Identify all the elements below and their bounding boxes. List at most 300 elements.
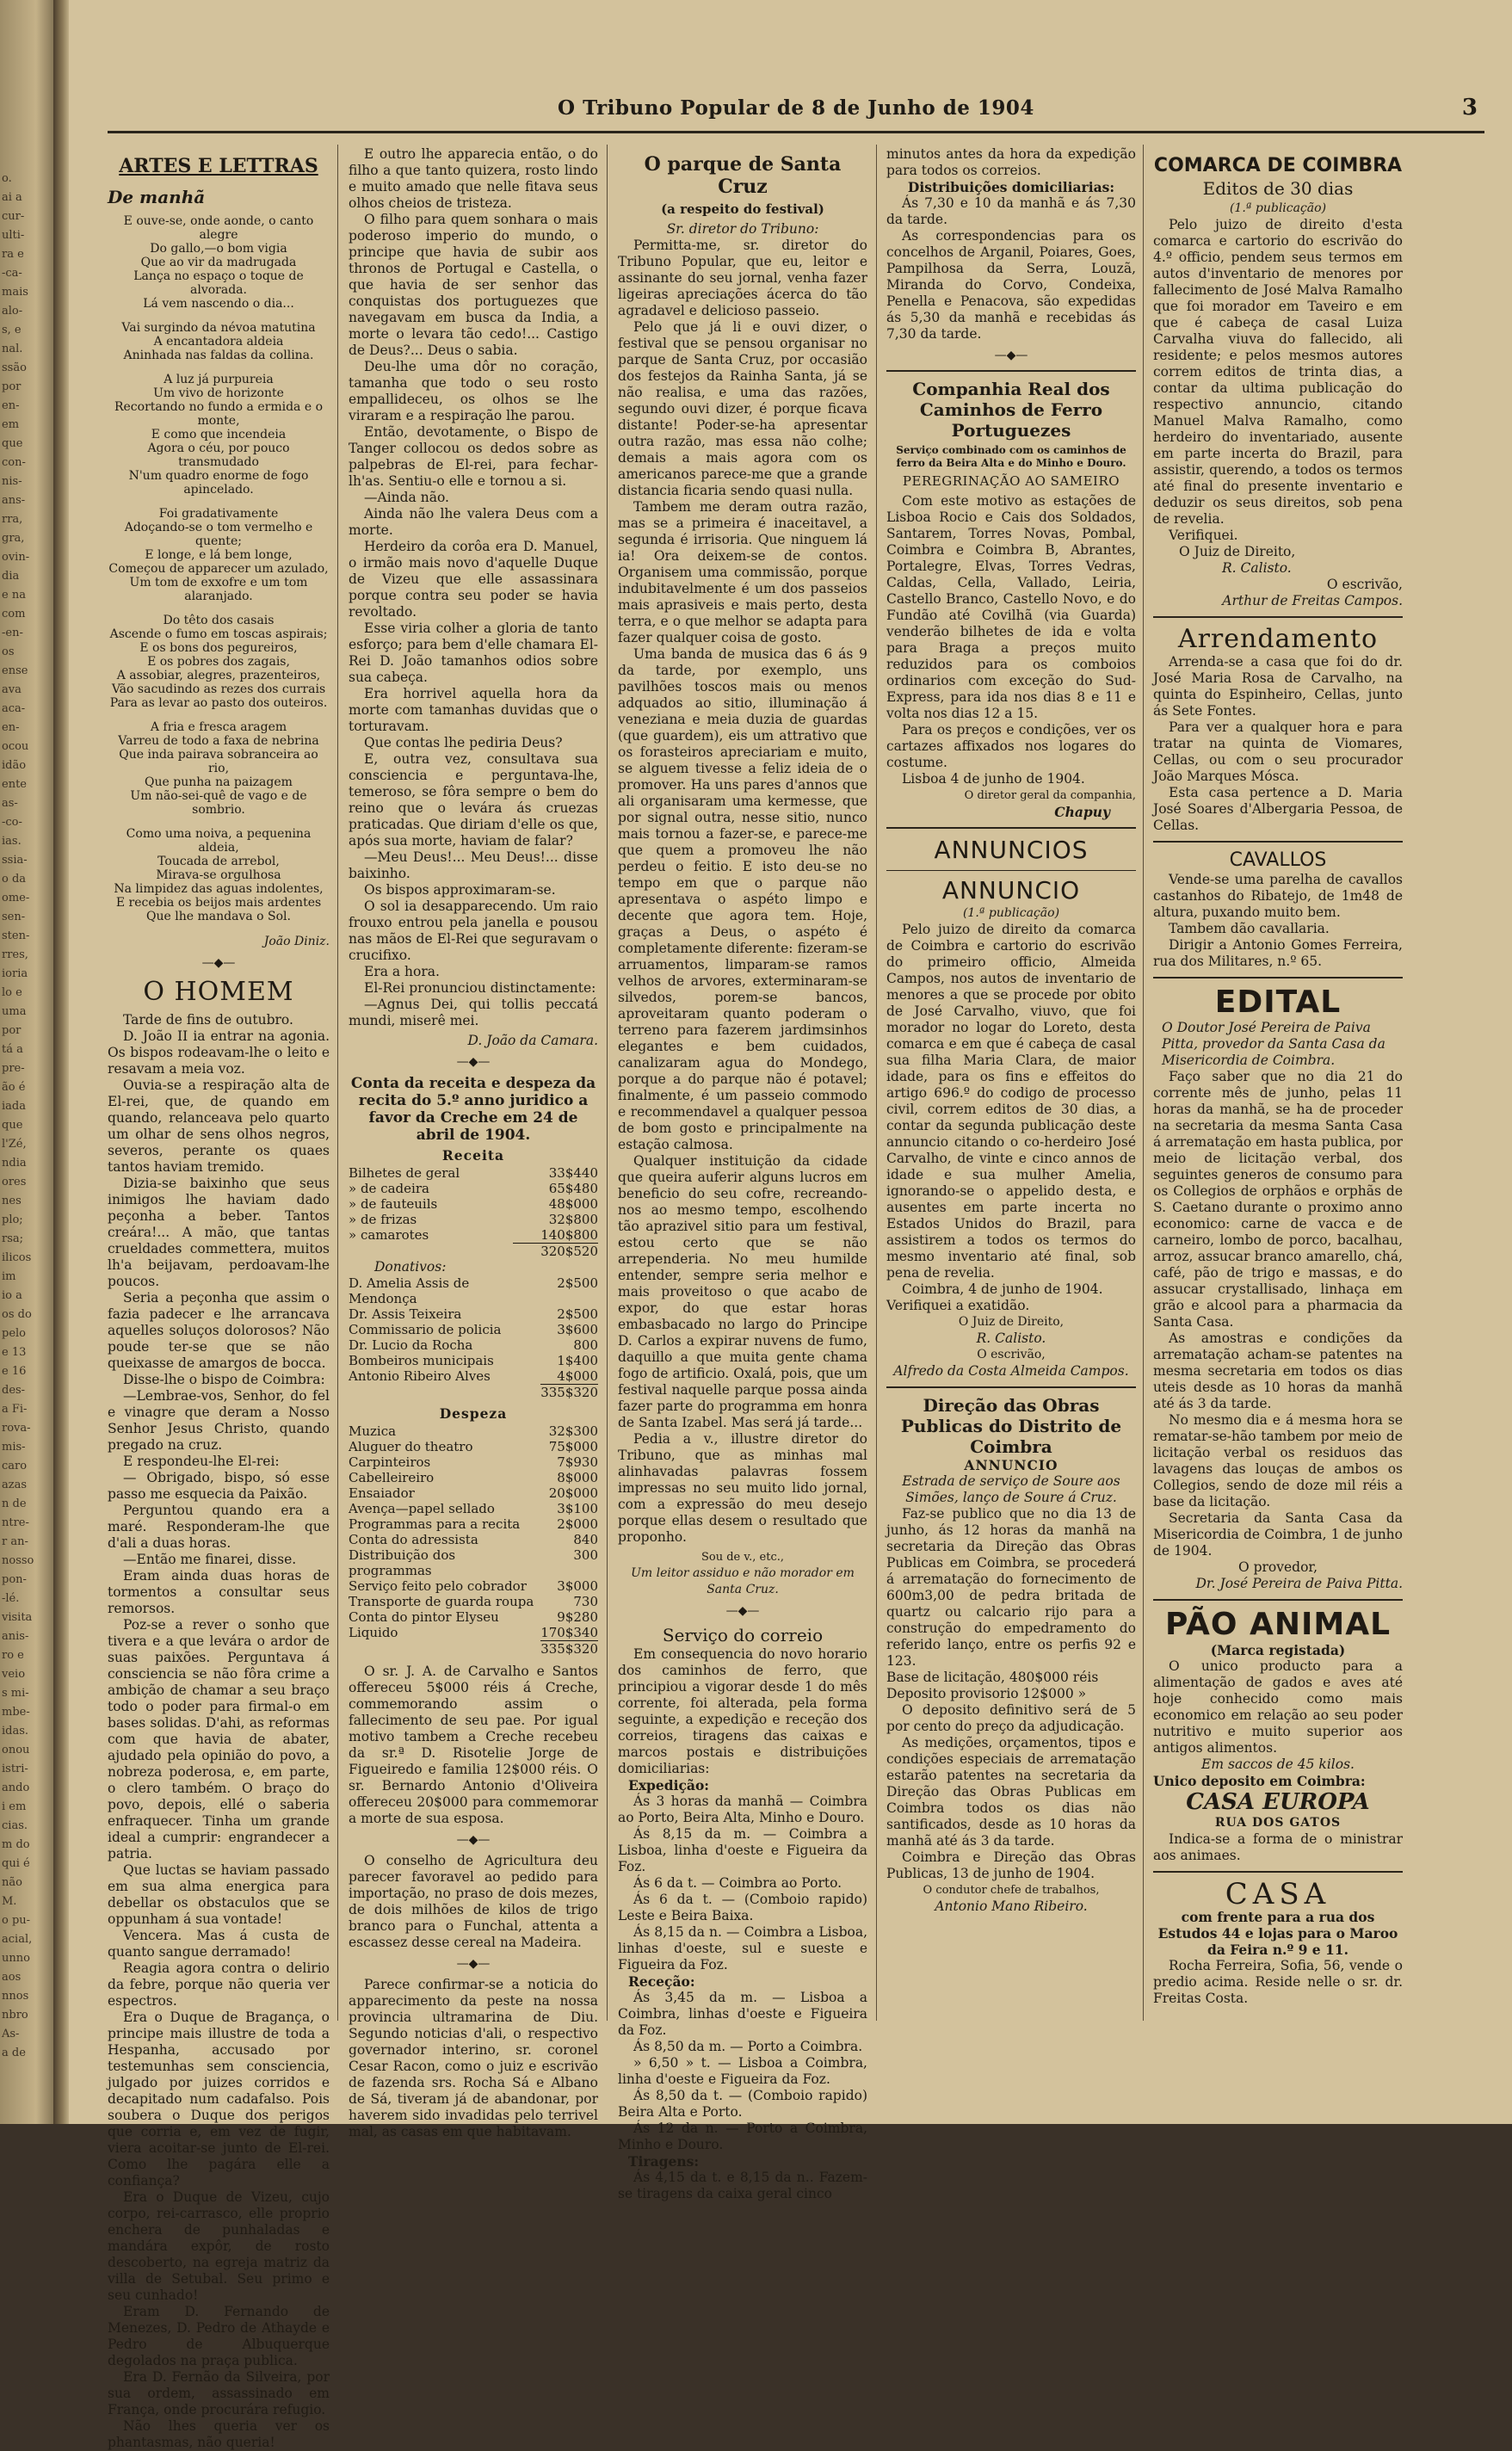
paragraph: Tarde de fins de outubro. bbox=[123, 1012, 293, 1028]
paragraph: Reagia agora contra o delirio da febre, porque não queria ver espectros. bbox=[108, 1960, 330, 2009]
paragraph: Permitta-me, sr. diretor do Tribuno Popular, que eu, leitor e assinante do seu jornal, venha fazer ligeiras apreciações ácerca do tão agradavel e delicioso passeio. bbox=[618, 238, 867, 318]
paragraph: El-Rei pronunciou distinctamente: bbox=[364, 980, 596, 996]
prev-page-fragment: ndia bbox=[2, 1157, 27, 1170]
prev-page-fragment: ilicos bbox=[2, 1251, 32, 1264]
item-name: Transporte de guarda roupa bbox=[349, 1594, 534, 1609]
article-signature: Um leitor assiduo e não morador em Santa Cruz. bbox=[631, 1566, 855, 1596]
previous-page-edge bbox=[0, 0, 60, 2124]
cp-text-2: Para os preços e condições, ver os cartazes affixados nos logares do costume. bbox=[886, 722, 1136, 770]
column-4 bbox=[886, 146, 1136, 1915]
table-row bbox=[349, 1322, 598, 1337]
distrib-label: Distribuições domiciliarias: bbox=[907, 179, 1115, 195]
prev-page-fragment: i em bbox=[2, 1800, 27, 1813]
pao-title: PÃO ANIMAL bbox=[1164, 1607, 1392, 1642]
item-value: 8$000 bbox=[557, 1470, 598, 1485]
poem-line: A fria e fresca aragem bbox=[150, 720, 287, 734]
edital-text-2: As amostras e condições da arrematação acham-se patentes na mesma secretaria em todos os dias uteis desde as 10 horas da manhã até ás 3 da tarde. bbox=[1153, 1330, 1403, 1411]
prev-page-fragment: nbro bbox=[2, 2009, 28, 2022]
paragraph: —Então me finarei, disse. bbox=[123, 1552, 297, 1567]
prev-page-fragment: ai a bbox=[2, 191, 22, 204]
paragraph: Ás 3,45 da m. — Lisboa a Coimbra, linhas d'oeste e Figueira da Foz. bbox=[618, 1990, 867, 2038]
prev-page-fragment: rres, bbox=[2, 948, 28, 961]
paragraph: Uma banda de musica das 6 ás 9 da tarde, por exemplo, uns pavilhões toscos mais ou menos adquados ao sitio, illuminação á veneziana e meia duzia de guardas (que guardem), eis um attrativo que os forasteiros apreciariam e muito, se alguem tivesse a feliz ideia de o promover. Ha uns pares d'annos que ali organisaram uma kermesse, que por signal outra, nesse sitio, nunco mais tornou a fazer-se, e parece-me que quem a promoveu lhe não perdeu o feitio. E isto deu-se no tempo em que o parque não apresentava o aspéto limpo e decente que agora tem. Hoje, graças a Deus, o aspéto é completamente diferente: fizeram-se arruamentos, limparam-se ramos velhos de arvores, exterminaram-se silvedos, porem-se bancos, aproveitaram quanto poderam o terreno para fazerem jardimsinhos elegantes e bem cuidados, canalizaram agua do Mondego, porque a do parque não é potavel; finalmente, é um passeio commodo e recommendavel a qualquer pessoa de bom gosto e principalmente na estação calmosa. bbox=[618, 646, 867, 1152]
item-value: 1$400 bbox=[557, 1353, 598, 1368]
poem-line: E os pobres dos zagais, bbox=[147, 655, 290, 669]
prev-page-fragment: r an- bbox=[2, 1535, 28, 1548]
distrib-text: Ás 7,30 e 10 da manhã e ás 7,30 da tarde. bbox=[886, 195, 1136, 227]
poem-line: A luz já purpureia bbox=[164, 373, 274, 386]
expedicao-label: Expedição: bbox=[628, 1777, 710, 1793]
table-row bbox=[349, 1181, 598, 1196]
prev-page-fragment: que bbox=[2, 437, 23, 450]
prev-page-fragment: -lé. bbox=[2, 1592, 20, 1605]
item-name: Dr. Lucio da Rocha bbox=[349, 1337, 473, 1353]
obras-subtitle: ANNUNCIO bbox=[964, 1457, 1058, 1473]
paragraph: Que contas lhe pediria Deus? bbox=[364, 735, 563, 750]
poem-line: Lança no espaço o toque de alvorada. bbox=[133, 269, 304, 297]
paragraph: Tambem me deram outra razão, mas se a primeira é inaceitavel, a segunda é irrisoria. Que ninguem lá ia! Ora deixem-se de contos. Organisem uma commissão, porque indubitavelmente é um dos passeios mais aprasiveis e mais perto, desta terra, e o que melhor se adapta para fazer qualquer coisa de gosto. bbox=[618, 499, 867, 645]
obras-text: Faz-se publico que no dia 13 de junho, ás 12 horas da manhã na secretaria da Direção das Obras Publicas em Coimbra, se procederá á arrematação do fornecimento de 600m3,00 de pedra britada de quartz ou calcario rijo para a construção do empedramento do referido lanço, entre os perfis 92 e 123. bbox=[886, 1506, 1136, 1669]
paragraph: Dizia-se baixinho que seus inimigos lhe haviam dado peçonha a beber. Tantos creára!... A mão, que tantas crueldades commettera, muitos lh'a beijavam, perdoavam-lhe poucos. bbox=[108, 1176, 330, 1289]
despeza-label: Despeza bbox=[439, 1405, 508, 1422]
prev-page-fragment: nal. bbox=[2, 343, 23, 355]
pao-instructions: Indica-se a forma de o ministrar aos animaes. bbox=[1153, 1831, 1403, 1863]
news-item: O sr. J. A. de Carvalho e Santos offereceu 5$000 réis á Creche, commemorando assim o fallecimento de seu pae. Por igual motivo tambem a Creche recebeu da sr.ª D. Risotelie Jorge de Figueiredo e familia 12$000 réis. O sr. Bernardo Antonio d'Oliveira offereceu 20$000 para commemorar a morte de sua esposa. bbox=[349, 1664, 598, 1826]
table-row bbox=[349, 1501, 598, 1516]
salutation: Sr. diretor do Tribuno: bbox=[666, 221, 819, 237]
poem-line: Ascende o fumo em toscas aspirais; bbox=[109, 627, 328, 641]
donativos-label: Donativos: bbox=[374, 1259, 447, 1275]
total-value: 335$320 bbox=[540, 1385, 598, 1400]
prev-page-fragment: ulti- bbox=[2, 229, 25, 242]
poem-line: Um tom de exxofre e um tom alaranjado. bbox=[129, 576, 308, 603]
table-row bbox=[349, 1609, 598, 1625]
judge-name: R. Calisto. bbox=[976, 1330, 1046, 1346]
prev-page-fragment: idas. bbox=[2, 1725, 29, 1738]
item-name: Ensaiador bbox=[349, 1485, 415, 1501]
poem-line: A assobiar, alegres, prazenteiros, bbox=[116, 669, 321, 682]
paragraph: » 6,50 » t. — Lisboa a Coimbra, linha d'oeste e Figueira da Foz. bbox=[618, 2055, 867, 2087]
table-row bbox=[349, 1227, 598, 1244]
poem-stanza bbox=[108, 827, 330, 923]
prev-page-fragment: por bbox=[2, 1024, 22, 1037]
paragraph: —Meu Deus!... Meu Deus!... disse baixinho. bbox=[349, 849, 598, 881]
correio-intro: Em consequencia do novo horario dos caminhos de ferro, que principiou a vigorar desde 1 do mês corrente, foi alterada, pela forma seguinte, a expedição e receção dos correios, tiragens das caixas e marcos postais e distribuições domiciliarias: bbox=[618, 1646, 867, 1776]
prev-page-fragment: por bbox=[2, 380, 22, 393]
recepcao-list bbox=[618, 1990, 867, 2153]
prev-page-fragment: rra, bbox=[2, 513, 23, 526]
paragraph: —Ainda não. bbox=[364, 490, 449, 505]
prev-page-fragment: e 13 bbox=[2, 1346, 27, 1359]
prev-page-fragment: os bbox=[2, 645, 15, 658]
poem-stanza bbox=[108, 720, 330, 817]
prev-page-fragment: cur- bbox=[2, 210, 25, 223]
header-rule bbox=[108, 131, 1484, 133]
cp-title: Companhia Real dos Caminhos de Ferro Portuguezes bbox=[912, 379, 1110, 441]
item-value: 4$000 bbox=[557, 1368, 598, 1384]
item-value: 3$600 bbox=[557, 1322, 598, 1337]
total-value: 320$520 bbox=[513, 1244, 598, 1260]
obras-text-3: As medições, orçamentos, tipos e condições especiais de arrematação estarão patentes na secretaria da Direção das Obras Publicas em Coimbra todos os dias não santificados, desde as 10 horas da manhã até ás 3 da tarde. bbox=[886, 1735, 1136, 1849]
prev-page-fragment: s mi- bbox=[2, 1687, 29, 1700]
paragraph: Vencera. Mas á custa de quanto sangue derramado! bbox=[108, 1928, 330, 1960]
prev-page-fragment: s, e bbox=[2, 324, 22, 336]
paragraph: Era a hora. bbox=[364, 964, 440, 979]
table-row bbox=[349, 1578, 598, 1594]
prev-page-fragment: os do bbox=[2, 1308, 32, 1321]
prev-page-fragment: em bbox=[2, 418, 20, 431]
poem-line: Varreu de todo a faxa de nebrina bbox=[118, 734, 319, 748]
prev-page-fragment: anis- bbox=[2, 1630, 29, 1643]
poem-line: E longe, e lá bem longe, bbox=[145, 548, 293, 562]
table-row bbox=[349, 1439, 598, 1454]
paragraph: —Lembrae-vos, Senhor, do fel e vinagre que deram a Nosso Senhor Jesus Christo, quando pregado na cruz. bbox=[108, 1388, 330, 1453]
casa-title: CASA bbox=[1225, 1877, 1331, 1911]
prev-page-fragment: n de bbox=[2, 1497, 27, 1510]
annuncio-date: Coimbra, 4 de junho de 1904. bbox=[902, 1281, 1103, 1297]
table-row bbox=[349, 1594, 598, 1609]
paragraph: Deu-lhe uma dôr no coração, tamanha que todo o seu rosto empallideceu, os olhos se lhe viraram e a respiração lhe parou. bbox=[349, 359, 598, 423]
prev-page-fragment: qui é bbox=[2, 1857, 30, 1870]
table-row bbox=[349, 1275, 598, 1306]
table-row bbox=[349, 1547, 598, 1578]
cp-text: Com este motivo as estações de Lisboa Rocio e Cais dos Soldados, Santarem, Torres Novas, Pombal, Coimbra e Coimbra B, Abrantes, Portalegre, Elvas, Torres Vedras, Caldas, Cella, Vallado, Leiria, Castello Branco, Castello Novo, e do Fundão até Covilhã (via Guarda) venderão bilhetes de ida e volta para Braga a preços muito reduzidos para os comboios ordinarios com exceção do Sud-Express, para ida nos dias 8 e 11 e volta nos dias 12 a 15. bbox=[886, 493, 1136, 721]
rule bbox=[1153, 1871, 1403, 1873]
paragraph: — Obrigado, bispo, só esse passo me esquecia da Paixão. bbox=[108, 1470, 330, 1502]
annuncio-verify: Verifiquei a exatidão. bbox=[886, 1298, 1030, 1313]
arrendamento-text: Arrenda-se a casa que foi do dr. José Maria Rosa de Carvalho, na quinta do Espinheiro, Cellas, junto ás Sete Fontes. bbox=[1153, 654, 1403, 719]
prev-page-fragment: ntre- bbox=[2, 1516, 29, 1529]
prev-page-fragment: aca- bbox=[2, 702, 26, 715]
paragraph: Seria a peçonha que assim o fazia padecer e lhe arrancava aquelles soluços dolorosos? Não poude ter-se que se não queixasse de amargos de bocca. bbox=[108, 1290, 330, 1371]
item-value: 33$440 bbox=[548, 1165, 598, 1181]
prev-page-fragment: ando bbox=[2, 1781, 30, 1794]
column-1 bbox=[108, 146, 330, 2451]
item-name: Carpinteiros bbox=[349, 1454, 431, 1470]
prev-page-fragment: con- bbox=[2, 456, 26, 469]
item-value: 800 bbox=[573, 1337, 598, 1353]
prev-page-fragment: alo- bbox=[2, 305, 23, 318]
masthead-title: O Tribuno Popular de 8 de Junho de 1904 bbox=[558, 96, 1034, 120]
poem-line: Mirava-se orgulhosa bbox=[156, 868, 281, 882]
correio-title: Serviço do correio bbox=[662, 1625, 824, 1645]
poem-line: E os bons dos pegureiros, bbox=[139, 641, 298, 655]
paragraph: Que luctas se haviam passado em sua alma energica para debellar os obstaculos que se oppunham á sua vontade! bbox=[108, 1862, 330, 1927]
ornament-divider: —◆— bbox=[725, 1604, 760, 1618]
ornament-divider: —◆— bbox=[201, 956, 236, 970]
poem-line: A encantadora aldeia bbox=[153, 335, 284, 349]
table-row bbox=[349, 1353, 598, 1368]
item-value: 75$000 bbox=[548, 1439, 598, 1454]
pao-deposit: Unico deposito em Coimbra: bbox=[1153, 1773, 1366, 1789]
ornament-divider: —◆— bbox=[456, 1055, 491, 1069]
prev-page-fragment: veio bbox=[2, 1668, 26, 1681]
rule bbox=[886, 1386, 1136, 1388]
paragraph: Qualquer instituição da cidade que queira auferir alguns lucros em beneficio do seu cofre, recreando-nos ao mesmo tempo, escolhendo tão aprazivel sitio para um festival, estou certo que se não arrependeria. No meu humilde entender, sempre seria melhor e mais proveitoso o que acabo de expor, do que estar horas embasbacado no largo do Principe D. Carlos a expirar nuvens de fumo, daquillo a que muita gente chama fogo de artificio. Oxalá, pois, que um festival naquelle parque possa ainda fazer parte do programma em honra de Santa Izabel. Mas será já tarde... bbox=[618, 1153, 867, 1430]
poem-line: Que punha na paizagem bbox=[145, 775, 293, 789]
paragraph: Eram ainda duas horas de tormentos a consultar seus remorsos. bbox=[108, 1568, 330, 1616]
prev-page-fragment: ome- bbox=[2, 892, 30, 904]
prev-page-fragment: ovin- bbox=[2, 551, 30, 564]
poem-author: João Diniz. bbox=[263, 935, 330, 948]
paragraph: Ás 3 horas da manhã — Coimbra ao Porto, Beira Alta, Minho e Douro. bbox=[618, 1793, 867, 1825]
poem-stanza bbox=[108, 214, 330, 311]
comarca-judge-role: O Juiz de Direito, bbox=[1179, 544, 1296, 559]
item-name: Distribuição dos programmas bbox=[349, 1547, 456, 1578]
item-value: 2$000 bbox=[557, 1516, 598, 1532]
prev-page-fragment: com bbox=[2, 608, 26, 620]
prev-page-fragment: que bbox=[2, 1119, 23, 1132]
prev-page-fragment: o pu- bbox=[2, 1914, 31, 1927]
item-name: Avença—papel sellado bbox=[349, 1501, 495, 1516]
prev-page-fragment: e na bbox=[2, 589, 26, 602]
poem-line: Do têto dos casais bbox=[163, 614, 275, 627]
page-number: 3 bbox=[1461, 95, 1478, 120]
paragraph: Era horrivel aquella hora da morte com tamanhas duvidas que o torturavam. bbox=[349, 686, 598, 734]
paragraph: Eram D. Fernando de Menezes, D. Pedro de Athayde e Pedro de Albuquerque degolados na praça publica. bbox=[108, 2304, 330, 2368]
item-value: 300 bbox=[573, 1547, 598, 1563]
prev-page-fragment: dia bbox=[2, 570, 20, 583]
item-name: D. Amelia Assis de Mendonça bbox=[349, 1275, 470, 1306]
prev-page-fragment: plo; bbox=[2, 1213, 23, 1226]
column-rule bbox=[607, 145, 608, 2021]
poem-line: E recebia os beijos mais ardentes bbox=[115, 896, 322, 910]
total-spacer bbox=[349, 1385, 540, 1401]
table-row bbox=[349, 1423, 598, 1439]
prev-page-fragment: -en- bbox=[2, 627, 23, 639]
poem-line: Um não-sei-quê de vago e de sombrio. bbox=[130, 789, 307, 817]
prev-page-fragment: des- bbox=[2, 1384, 26, 1397]
prev-page-fragment: ores bbox=[2, 1176, 27, 1188]
column-rule bbox=[876, 145, 877, 2021]
table-row bbox=[349, 1368, 598, 1385]
newspaper-page bbox=[69, 0, 1512, 2450]
column-2 bbox=[349, 146, 598, 2140]
rule bbox=[886, 870, 1136, 871]
item-value: 730 bbox=[573, 1594, 598, 1609]
cavallos-text-2: Tambem dão cavallaria. bbox=[1169, 921, 1330, 936]
cp-heading: PEREGRINAÇÃO AO SAMEIRO bbox=[902, 473, 1120, 489]
prev-page-fragment: unno bbox=[2, 1952, 30, 1965]
prev-page-fragment: M. bbox=[2, 1895, 17, 1908]
item-name: » de cadeira bbox=[349, 1181, 429, 1196]
edital-date: Secretaria da Santa Casa da Misericordia de Coimbra, 1 de junho de 1904. bbox=[1153, 1510, 1403, 1559]
item-value: 9$280 bbox=[557, 1609, 598, 1625]
prev-page-fragment: uma bbox=[2, 1005, 27, 1018]
prev-page-fragment: a de bbox=[2, 2047, 26, 2059]
item-value: 48$000 bbox=[548, 1196, 598, 1212]
paragraph: Pelo que já li e ouvi dizer, o festival que se pensou organisar no parque de Santa Cruz, por occasião dos festejos da Rainha Santa, já se não realisa, e uma das razões, segundo ouvi dizer, é porque ficava distante! Poder-se-ha apresentar outra razão, mas essa não colhe; demais a mais agora com os americanos parece-me que a grande distancia ficaria sendo quasi nulla. bbox=[618, 319, 867, 498]
prev-page-fragment: ente bbox=[2, 778, 27, 791]
prev-page-fragment: idão bbox=[2, 759, 27, 772]
prev-page-fragment: im bbox=[2, 1270, 16, 1283]
poem-line: Do gallo,—o bom vigia bbox=[150, 242, 287, 256]
poem-line: Toucada de arrebol, bbox=[157, 855, 280, 868]
pao-street: RUA DOS GATOS bbox=[1214, 1816, 1342, 1830]
prev-page-fragment: aos bbox=[2, 1971, 22, 1984]
judge-role: O Juiz de Direito, bbox=[958, 1315, 1065, 1329]
clerk-role: O escrivão, bbox=[977, 1348, 1046, 1361]
prev-page-fragment: io a bbox=[2, 1289, 22, 1302]
table-row bbox=[349, 1485, 598, 1501]
item-value: 2$500 bbox=[557, 1275, 598, 1291]
item-name: » de frizas bbox=[349, 1212, 417, 1227]
arrendamento-text-3: Esta casa pertence a D. Maria José Soares d'Albergaria Pessoa, de Cellas. bbox=[1153, 785, 1403, 833]
prev-page-fragment: nosso bbox=[2, 1554, 34, 1567]
prev-page-fragment: l'Zé, bbox=[2, 1138, 27, 1151]
prev-page-fragment: ra e bbox=[2, 248, 24, 261]
story-continuation bbox=[349, 146, 598, 1029]
total-spacer bbox=[349, 1641, 540, 1658]
prev-page-fragment: As- bbox=[2, 2028, 20, 2040]
edital-text: Faço saber que no dia 21 do corrente mês de junho, pelas 11 horas da manhã, se ha de proceder na secretaria da mesma Santa Casa á arrematação em hasta publica, por meio de licitação verbal, dos seguintes generos de consumo para os Collegios de orphãos e orphãs de S. Caetano durante o proximo anno economico: carne de vacca e de carneiro, lombo de porco, bacalhau, arroz, assucar branco amarello, chá, café, pão de trigo e massas, e do assucar crystallisado, linhaça em grão e alcool para a pharmacia da Santa Casa. bbox=[1153, 1069, 1403, 1330]
poem-line: Como uma noiva, a pequenina aldeia, bbox=[126, 827, 312, 855]
paragraph: Ás 6 da t. — Coimbra ao Porto. bbox=[633, 1875, 842, 1891]
table-row bbox=[349, 1306, 598, 1322]
rule bbox=[886, 827, 1136, 829]
paragraph: —Agnus Dei, qui tollis peccatá mundi, miserê mei. bbox=[349, 997, 598, 1028]
cp-sign-role: O diretor geral da companhia, bbox=[964, 789, 1136, 802]
prev-page-fragment: onou bbox=[2, 1744, 30, 1756]
prev-page-fragment: ias. bbox=[2, 835, 22, 848]
poem-stanza bbox=[108, 507, 330, 603]
story-text bbox=[108, 1012, 330, 2451]
edital-signature: Dr. José Pereira de Paiva Pitta. bbox=[1195, 1576, 1403, 1591]
item-name: Cabelleireiro bbox=[349, 1470, 435, 1485]
poem-line: Foi gradativamente bbox=[158, 507, 279, 521]
ornament-divider: —◆— bbox=[456, 1833, 491, 1847]
ornament-divider: —◆— bbox=[994, 349, 1028, 362]
prev-page-fragment: a Fi- bbox=[2, 1403, 28, 1416]
paragraph: Era o Duque de Bragança, o principe mais illustre de toda a Hespanha, accusado por testemunhas sem consciencia, julgado por juizes corridos e decapitado num cadafalso. Pois soubera o Duque dos perigos que corria e, em vez de fugir, viera acoitar-se junto de El-rei. Como lhe pagára elle a confiança? bbox=[108, 2010, 330, 2189]
rule bbox=[1153, 841, 1403, 843]
paragraph: Era D. Fernão da Silveira, por sua ordem, assassinado em França, onde procurára refugio. bbox=[108, 2369, 330, 2417]
prev-page-fragment: azas bbox=[2, 1479, 28, 1491]
prev-page-fragment: mais bbox=[2, 286, 28, 299]
story-author: D. João da Camara. bbox=[467, 1033, 598, 1048]
poem-stanza bbox=[108, 321, 330, 362]
clerk-name: Alfredo da Costa Almeida Campos. bbox=[893, 1363, 1129, 1379]
comarca-verify: Verifiquei. bbox=[1169, 528, 1238, 543]
paragraph: Ás 8,15 da n. — Coimbra a Lisboa, linhas d'oeste, sul e sueste e Figueira da Foz. bbox=[618, 1924, 867, 1973]
paragraph: Ás 8,15 da m. — Coimbra a Lisboa, linha d'oeste e Figueira da Foz. bbox=[618, 1826, 867, 1874]
arrendamento-title: Arrendamento bbox=[1177, 624, 1379, 654]
cp-date: Lisboa 4 de junho de 1904. bbox=[902, 771, 1085, 787]
prev-page-fragment: iada bbox=[2, 1100, 26, 1113]
item-value: 7$930 bbox=[557, 1454, 598, 1470]
prev-page-fragment: nes bbox=[2, 1195, 22, 1207]
rule bbox=[1153, 616, 1403, 618]
receita-label: Receita bbox=[441, 1147, 505, 1164]
item-value: 2$500 bbox=[557, 1306, 598, 1322]
cp-subtitle: Serviço combinado com os caminhos de ferro da Beira Alta e do Minho e Douro. bbox=[896, 444, 1126, 469]
prev-page-fragment: cias. bbox=[2, 1819, 28, 1832]
item-name: Commissario de policia bbox=[349, 1322, 502, 1337]
binding-gutter bbox=[53, 0, 69, 2124]
tiragens-label: Tiragens: bbox=[628, 2153, 700, 2170]
article-body bbox=[618, 238, 867, 1546]
total-row bbox=[349, 1641, 598, 1658]
table-row bbox=[349, 1337, 598, 1353]
prev-page-fragment: ans- bbox=[2, 494, 26, 507]
tiragens-text: Ás 4,15 da t. e 8,15 da n.. Fazem-se tiragens da caixa geral cinco bbox=[618, 2170, 867, 2201]
comarca-clerk: Arthur de Freitas Campos. bbox=[1222, 593, 1403, 608]
casa-text: com frente para a rua dos Estudos 44 e lojas para o Maroo da Feira n.º 9 e 11. bbox=[1157, 1909, 1398, 1958]
signoff: Sou de v., etc., bbox=[700, 1551, 785, 1564]
poem-line: Para as levar ao pasto dos outeiros. bbox=[109, 696, 328, 710]
paragraph: Poz-se a rever o sonho que tivera e a que levára o ardor de suas paixões. Perguntava á consciencia se não fôra crime a ambição de chamar a seu braço todo o poder para firmal-o em bases solidas. D'ahi, as reformas com que havia de abater, ajudado pela opinião do povo, a nobreza poderosa, e, em parte, o clero também. O braço do povo, depois, ellé o saberia enfraquecer. Tinha um grande ideal a cumprir: engrandecer a patria. bbox=[108, 1617, 330, 1861]
poem-line: Adoçando-se o tom vermelho e quente; bbox=[124, 521, 313, 548]
edital-sign-role: O provedor, bbox=[1237, 1559, 1318, 1575]
prev-page-fragment: m do bbox=[2, 1838, 30, 1851]
prev-page-fragment: tá a bbox=[2, 1043, 23, 1056]
prev-page-fragment: sten- bbox=[2, 929, 30, 942]
prev-page-fragment: não bbox=[2, 1876, 22, 1889]
prev-page-fragment: caro bbox=[2, 1460, 28, 1472]
prev-page-fragment: o. bbox=[2, 172, 12, 185]
item-name: Liquido bbox=[349, 1625, 398, 1640]
pao-subtitle: (Marca registada) bbox=[1210, 1642, 1346, 1658]
poem-line: E ouve-se, onde aonde, o canto alegre bbox=[123, 214, 314, 242]
page-header bbox=[108, 96, 1484, 131]
prev-page-fragment: ocou bbox=[2, 740, 29, 753]
pao-text: O unico producto para a alimentação de gados e aves até hoje conhecido como mais economico em relação ao seu poder nutritivo e muito superior aos antigos alimentos. bbox=[1153, 1658, 1403, 1756]
poem-line: Vai surgindo da névoa matutina bbox=[121, 321, 316, 335]
prev-page-fragment: nnos bbox=[2, 1990, 29, 2003]
ornament-divider: —◆— bbox=[456, 1957, 491, 1971]
prev-page-fragment: acial, bbox=[2, 1933, 33, 1946]
prev-page-fragment: -ca- bbox=[2, 267, 22, 280]
pao-bags: Em saccos de 45 kilos. bbox=[1201, 1756, 1355, 1772]
arrendamento-text-2: Para ver a qualquer hora e para tratar na quinta de Viomares, Cellas, ou com o seu procurador João Marques Mósca. bbox=[1153, 719, 1403, 784]
obras-title: Direção das Obras Publicas do Distrito de Coimbra bbox=[900, 1395, 1122, 1457]
prev-page-fragment: ssão bbox=[2, 361, 27, 374]
poem-line: Aninhada nas faldas da collina. bbox=[123, 349, 314, 362]
section-title: ARTES E LETTRAS bbox=[119, 155, 318, 177]
rule bbox=[1153, 1599, 1403, 1601]
account-title: Conta da receita e despeza da recita do 5.º anno juridico a favor da Creche em 24 de abril de 1904. bbox=[350, 1075, 596, 1144]
prev-page-fragment: en- bbox=[2, 399, 20, 412]
poem-stanza bbox=[108, 614, 330, 710]
paragraph: Ouvia-se a respiração alta de El-rei, que, de quando em quando, relanceava pelo quarto um olhar de sens olhos negros, severos, perante os quaes tantos haviam tremido. bbox=[108, 1077, 330, 1175]
poem-line: Agora o céu, por pouco transmudado bbox=[147, 441, 290, 469]
comarca-judge: R. Calisto. bbox=[1222, 560, 1292, 576]
paragraph: Pedia a v., illustre diretor do Tribuno, que as minhas mal alinhavadas palavras fossem impressas no seu muito lido jornal, com a expressão do meu desejo porque ellas desem o resultado que proponho. bbox=[618, 1431, 867, 1545]
comarca-clerk-role: O escrivão, bbox=[1326, 577, 1403, 592]
prev-page-fragment: ava bbox=[2, 683, 22, 696]
rule bbox=[886, 370, 1136, 372]
item-value: 170$340 bbox=[540, 1625, 598, 1640]
table-row bbox=[349, 1470, 598, 1485]
prev-page-fragment: pre- bbox=[2, 1062, 25, 1075]
casa-text-2: Rocha Ferreira, Sofia, 56, vende o predio acima. Reside nelle o sr. dr. Freitas Costa. bbox=[1153, 1958, 1403, 2006]
paragraph: Não lhes queria ver os phantasmas, não queria! bbox=[108, 2418, 330, 2450]
item-name: Conta do pintor Elyseu bbox=[349, 1609, 499, 1625]
distrib-text-2: As correspondencias para os concelhos de Arganil, Poiares, Goes, Pampilhosa da Serra, Louzã, Miranda do Corvo, Condeixa, Penella e Penacova, são expedidas ás 5,30 da manhã e recebidas ás 7,30 da tarde. bbox=[886, 228, 1136, 342]
table-row bbox=[349, 1532, 598, 1547]
column-rule bbox=[337, 145, 338, 2021]
item-name: » camarotes bbox=[349, 1227, 429, 1243]
item-name: Bilhetes de geral bbox=[349, 1165, 460, 1181]
paragraph: Ás 6 da t. — (Comboio rapido) Leste e Beira Baixa. bbox=[618, 1892, 867, 1923]
item-name: Programmas para a recita bbox=[349, 1516, 521, 1532]
poem-stanza bbox=[108, 373, 330, 497]
annuncio-heading: ANNUNCIO bbox=[941, 876, 1081, 904]
cavallos-title: CAVALLOS bbox=[1229, 849, 1327, 871]
prev-page-fragment: rsa; bbox=[2, 1232, 24, 1245]
prev-page-fragment: -co- bbox=[2, 816, 22, 829]
paragraph: E outro lhe apparecia então, o do filho a que tanto quizera, rosto lindo e muito amado que nelle fitava seus olhos cheios de tristeza. bbox=[349, 146, 598, 211]
